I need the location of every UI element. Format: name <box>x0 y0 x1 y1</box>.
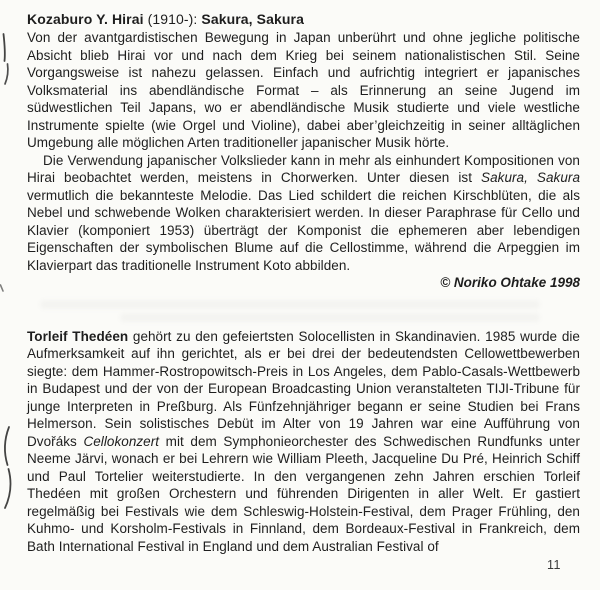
text-segment: Torleif Thedéen <box>27 328 129 344</box>
page-number: 11 <box>547 558 561 572</box>
article-thedeen <box>27 328 580 556</box>
text-segment: Sakura, Sakura <box>201 11 304 27</box>
text-segment: Kozaburo Y. Hirai <box>27 11 144 27</box>
text-segment: (1910-): <box>143 11 202 27</box>
hirai-paragraph-1: Von der avantgardistischen Bewegung in Japan unberührt und ohne jegliche politische Absicht blieb Hirai vor und nach dem Krieg bei seinem nationalistischen Stil. Seine Vorgangsweise ist nahezu gelassen. Einfach und aufrichtig integriert er japanisches Volksmaterial ins abendländische Format – als Erinnerung an seine Jugend im südwestlichen Teil Japans, wo er abendländische Musik studierte und viele westliche Instrumente spielte (wie Orgel und Violine), dabei aber’gleichzeitig in seiner alltäglichen Umgebung alle möglichen Arten traditioneller japanischer Musik hörte. <box>27 30 580 150</box>
credit-line: © Noriko Ohtake 1998 <box>440 275 580 290</box>
text-segment: Die Verwendung japanischer Volkslieder kann in mehr als einhundert Kompositionen von Hirai beobachtet werden, meistens in Chorwerken. Unter diesen ist <box>27 152 580 185</box>
article-hirai-heading <box>27 10 580 29</box>
scan-mark-top-1 <box>4 34 5 61</box>
text-segment: mit dem Symphonieorchester des Schwedischen Rundfunks unter Neeme Järvi, wonach er bei Lehrern wie William Pleeth, Jacqueline Du Pré, Heinrich Schiff und Paul Tortelier weiterstudierte. In den vergangenen zehn Jahren erschien Torleif Thedéen mit großen Orchestern und führenden Dirigenten in aller Welt. Er gastiert regelmäßig bei Festivals wie dem Schleswig-Holstein-Festival, dem Prager Frühling, den Kuhmo- und Korsholm-Festivals in Finnland, dem Bordeaux-Festival in Frankreich, dem Bath International Festival in England und dem Australian Festival of <box>27 433 580 554</box>
text-segment: Cellokonzert <box>83 433 160 449</box>
thedeen-paragraph <box>27 328 580 556</box>
scan-mark-bottom-2 <box>5 469 11 508</box>
scan-mark-bottom-1 <box>5 427 9 465</box>
text-segment: gehört zu den gefeiertsten Solocellisten in Skandinavien. 1985 wurde die Aufmerksamkeit auf ihn gerichtet, als er bei drei der bedeutendsten Cellowettbewerben siegte: dem Hammer-Rostropowitsch-Preis in Los Angeles, dem Pablo-Casals-Wettbewerb in Budapest und der von der European Broadcasting Union veranstalteten TIJI-Tribune für junge Interpreten in Preßburg. Als Fünfzehnjähriger begann er seine Studien bei Frans Helmerson. Sein solistisches Debüt im Alter von 19 Jahren war eine Aufführung von Dvořáks <box>27 328 580 449</box>
text-block <box>27 10 580 555</box>
article-hirai <box>27 10 580 292</box>
text-segment: vermutlich die bekannteste Melodie. Das Lied schildert die reichen Kirschblüten, die als Nebel und schwebende Wolken charakterisiert werden. In dieser Paraphrase für Cello und Klavier (komponiert 1953) überträgt der Komponist die ephemeren aber lebendigen Eigenschaften der symbolischen Blume auf die Cellostimme, während die Arpeggien im Klavierpart das traditionelle Instrument Koto abbilden. <box>27 187 580 273</box>
scan-mark-top-2 <box>5 64 8 84</box>
text-segment: Sakura, Sakura <box>481 170 581 185</box>
hirai-paragraph-2 <box>27 152 580 275</box>
scan-mark-mid <box>1 285 4 291</box>
